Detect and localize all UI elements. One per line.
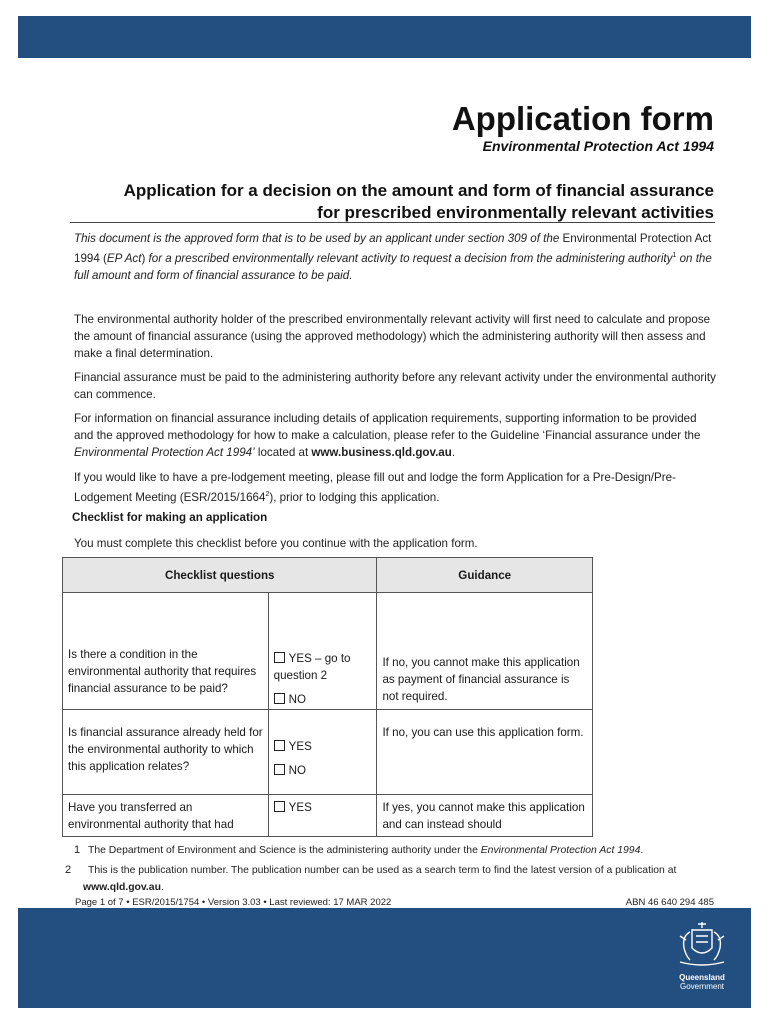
question-cell: Is there a condition in the environmental authority that requires financial assurance to be paid? [63, 593, 269, 710]
checkbox-icon[interactable] [274, 764, 285, 775]
footnote-text: . [640, 845, 644, 856]
footnote [74, 842, 724, 859]
option-yes[interactable] [274, 738, 372, 755]
checkbox-icon[interactable] [274, 652, 285, 663]
table-row [63, 795, 593, 837]
intro-paragraph-5 [74, 469, 719, 506]
checklist-table [62, 557, 593, 837]
intro-text: located at [254, 446, 312, 459]
heading-divider [70, 222, 715, 223]
checklist-heading: Checklist for making an application [72, 511, 268, 524]
checkbox-icon[interactable] [274, 693, 285, 704]
option-label: YES [288, 801, 312, 814]
form-heading-line1: Application for a decision on the amount and form of financial assurance [123, 181, 714, 200]
footnote-text: Environmental Protection Act 1994 [480, 845, 641, 856]
intro-text: Environmental Protection Act 1994 ( [74, 232, 712, 265]
queensland-government-logo [671, 918, 733, 993]
options-cell [268, 795, 377, 837]
intro-text: If you would like to have a pre-lodgement meeting, please fill out and lodge the form Application for a Pre-Design/Pre-Lodgement Meeting (ESR/2015/1664 [74, 471, 676, 504]
footnote-text: This is the publication number. The publication number can be used as a search term to find the latest version of a publication at [88, 865, 677, 876]
options-cell [268, 593, 377, 710]
option-no[interactable] [274, 762, 372, 779]
footnote-number: 2 [65, 864, 72, 876]
checkbox-icon[interactable] [274, 740, 285, 751]
option-label: NO [288, 693, 307, 706]
option-yes[interactable] [274, 799, 372, 816]
intro-paragraph-1 [74, 230, 719, 284]
footnote-ref: 2 [265, 491, 270, 498]
intro-text: For information on financial assurance including details of application requirements, supporting information to be provided and the approved methodology for how to make a calculation, please refer to the Guideline ‘Financial assurance under the [74, 412, 701, 442]
header-band [18, 16, 751, 58]
coat-of-arms-icon [674, 918, 730, 968]
checklist-header-row [63, 558, 593, 593]
page-footer-abn: ABN 46 640 294 485 [625, 897, 714, 908]
footnote [65, 862, 724, 896]
intro-text: ), prior to lodging this application. [269, 490, 440, 504]
intro-text: ) [141, 251, 149, 265]
form-heading [54, 180, 714, 224]
column-header-questions: Checklist questions [63, 558, 377, 593]
option-no[interactable] [274, 691, 372, 708]
option-label: NO [288, 764, 307, 777]
options-cell [268, 710, 377, 795]
question-cell: Is financial assurance already held for the environmental authority to which this application relates? [63, 710, 269, 795]
guidance-cell: If no, you can use this application form. [377, 710, 593, 795]
logo-line1: Queensland [679, 973, 725, 982]
footer-band [18, 908, 751, 1008]
intro-text: EP Act [106, 251, 142, 265]
guidance-cell: If no, you cannot make this application as payment of financial assurance is not required. [377, 593, 593, 710]
option-label: YES – go to question 2 [273, 652, 351, 682]
checkbox-icon[interactable] [274, 801, 285, 812]
intro-text: for a prescribed environmentally relevant activity to request a decision from the administering authority [148, 251, 673, 265]
intro-paragraph-4 [74, 410, 719, 461]
intro-paragraph-3: Financial assurance must be paid to the administering authority before any relevant activity under the environmental authority can commence. [74, 371, 716, 401]
option-yes[interactable] [274, 650, 372, 684]
business-link[interactable]: www.business.qld.gov.au [311, 446, 452, 459]
intro-text: on the full amount and form of financial assurance to be paid. [74, 251, 712, 282]
page-title: Application form [451, 100, 714, 137]
intro-text: . [451, 446, 456, 459]
guidance-cell: If yes, you cannot make this application and can instead should [377, 795, 593, 837]
intro-text: This document is the approved form that is to be used by an applicant under section 309 of the [74, 232, 563, 245]
footnote-text: . [160, 882, 164, 893]
table-row [63, 593, 593, 710]
logo-line2: Government [679, 982, 725, 991]
footnote-ref: 1 [672, 252, 677, 259]
checklist-intro: You must complete this checklist before you continue with the application form. [74, 537, 478, 550]
form-heading-line2: for prescribed environmentally relevant activities [317, 203, 714, 222]
question-cell: Have you transferred an environmental authority that had [63, 795, 269, 837]
footnotes [65, 842, 724, 896]
page-subtitle: Environmental Protection Act 1994 [482, 138, 714, 154]
option-label: YES [288, 740, 312, 753]
intro-paragraph-2: The environmental authority holder of the prescribed environmentally relevant activity will first need to calculate and propose the amount of financial assurance (using the approved methodology) which the administering authority will then assess and make a final determination. [74, 313, 711, 360]
column-header-guidance: Guidance [377, 558, 593, 593]
page-footer-info: Page 1 of 7 • ESR/2015/1754 • Version 3.03 • Last reviewed: 17 MAR 2022 [75, 897, 392, 908]
table-row [63, 710, 593, 795]
footnote-number: 1 [74, 844, 81, 856]
intro-text: Environmental Protection Act 1994’ [74, 446, 255, 459]
footnote-text: The Department of Environment and Science is the administering authority under the [88, 845, 481, 856]
qld-link[interactable]: www.qld.gov.au [83, 882, 161, 893]
